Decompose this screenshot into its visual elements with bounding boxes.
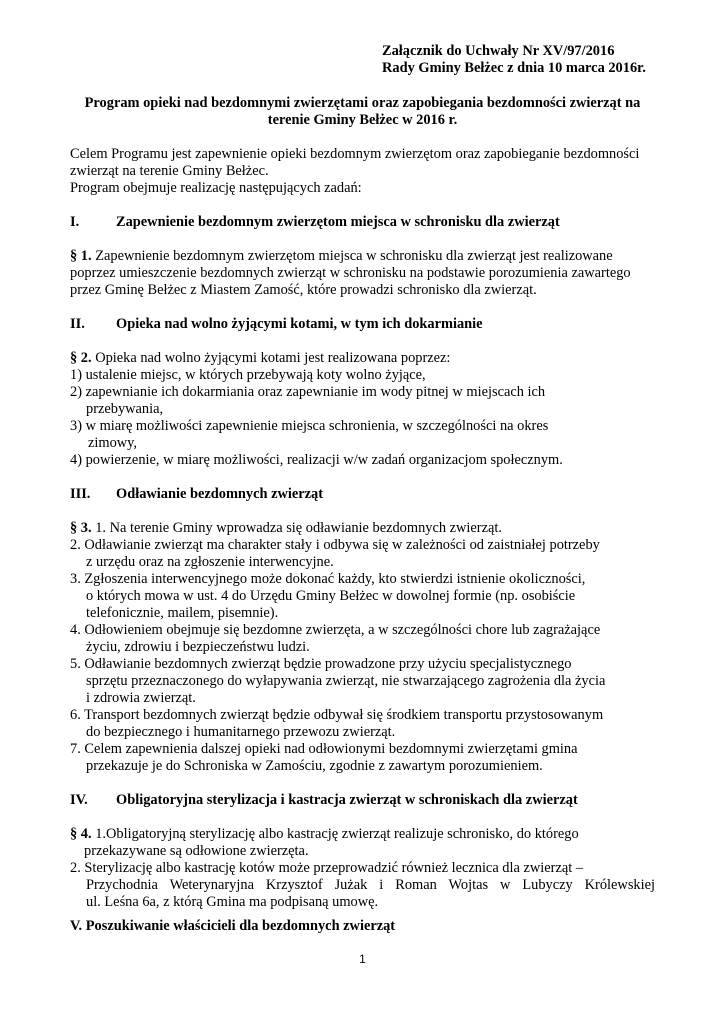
page-number: 1 bbox=[359, 952, 366, 966]
paragraph-2-item-1: 1) ustalenie miejsc, w których przebywają koty wolno żyjące, bbox=[70, 367, 426, 383]
section-2-title: Opieka nad wolno żyjącymi kotami, w tym ich dokarmianie bbox=[116, 316, 483, 332]
paragraph-3-item-7: 7. Celem zapewnienia dalszej opieki nad odłowionymi bezdomnymi zwierzętami gmina bbox=[70, 741, 578, 757]
paragraph-4-item-1: § 4. 1.Obligatoryjną sterylizację albo kastrację zwierząt realizuje schronisko, do którego bbox=[70, 826, 579, 842]
paragraph-2-item-4: 4) powierzenie, w miarę możliwości, realizacji w/w zadań organizacjom społecznym. bbox=[70, 452, 563, 468]
paragraph-2-line-1: § 2. Opieka nad wolno żyjącymi kotami jest realizowana poprzez: bbox=[70, 350, 451, 366]
intro-line-1: Celem Programu jest zapewnienie opieki bezdomnym zwierzętom oraz zapobieganie bezdomności bbox=[70, 146, 640, 162]
paragraph-3-item-3-cont-2: telefonicznie, mailem, pisemnie). bbox=[86, 605, 279, 621]
section-3-heading bbox=[70, 486, 323, 503]
paragraph-3-mark: § 3. bbox=[70, 520, 92, 536]
section-1-title: Zapewnienie bezdomnym zwierzętom miejsca w schronisku dla zwierząt bbox=[116, 214, 560, 230]
paragraph-4-item-2-cont-1: Przychodnia Weterynaryjna Krzysztof Jużak i Roman Wojtas w Lubyczy Królewskiej bbox=[86, 877, 655, 893]
paragraph-3-item-6: 6. Transport bezdomnych zwierząt będzie odbywał się środkiem transportu przystosowanym bbox=[70, 707, 604, 723]
section-3-number: III. bbox=[70, 486, 91, 502]
paragraph-3-item-5-cont-1: sprzętu przeznaczonego do wyłapywania zwierząt, nie stwarzającego zagrożenia dla życia bbox=[86, 673, 606, 689]
paragraph-3-item-6-cont: do bezpiecznego i humanitarnego przewozu zwierząt. bbox=[86, 724, 396, 740]
paragraph-2-item-3-cont: zimowy, bbox=[88, 435, 138, 451]
paragraph-3-item-5-cont-2: i zdrowia zwierząt. bbox=[86, 690, 196, 706]
document-title-line-2: terenie Gminy Bełżec w 2016 r. bbox=[267, 112, 458, 128]
paragraph-4-item-2-cont-2: ul. Leśna 6a, z którą Gmina ma podpisaną umowę. bbox=[86, 894, 379, 910]
paragraph-3-item-3-cont-1: o których mowa w ust. 4 do Urzędu Gminy Bełżec w dowolnej formie (np. osobiście bbox=[86, 588, 576, 604]
paragraph-2-mark: § 2. bbox=[70, 350, 92, 366]
paragraph-3-item-1: § 3. 1. Na terenie Gminy wprowadza się odławianie bezdomnych zwierząt. bbox=[70, 520, 502, 536]
section-1-heading bbox=[70, 214, 560, 231]
paragraph-3-item-4-cont: życiu, zdrowiu i bezpieczeństwu ludzi. bbox=[86, 639, 310, 655]
paragraph-1-line-2: poprzez umieszczenie bezdomnych zwierząt w schronisku na podstawie porozumienia zawartego bbox=[70, 265, 631, 281]
paragraph-2-item-3: 3) w miarę możliwości zapewnienie miejsca schronienia, w szczególności na okres bbox=[70, 418, 549, 434]
section-1-number: I. bbox=[70, 214, 80, 230]
paragraph-1-line-3: przez Gminę Bełżec z Miastem Zamość, które prowadzi schronisko dla zwierząt. bbox=[70, 282, 537, 298]
paragraph-2-item-2: 2) zapewnianie ich dokarmiania oraz zapewnianie im wody pitnej w miejscach ich bbox=[70, 384, 546, 400]
paragraph-4-item-2: 2. Sterylizację albo kastrację kotów może przeprowadzić również lecznica dla zwierząt – bbox=[70, 860, 584, 876]
section-2-number: II. bbox=[70, 316, 85, 332]
annex-header-line-1: Załącznik do Uchwały Nr XV/97/2016 bbox=[382, 43, 615, 59]
paragraph-4-item-1-cont: przekazywane są odłowione zwierzęta. bbox=[84, 843, 309, 859]
paragraph-3-item-2-cont: z urzędu oraz na zgłoszenie interwencyjne. bbox=[86, 554, 334, 570]
section-2-heading bbox=[70, 316, 483, 333]
paragraph-3-item-2: 2. Odławianie zwierząt ma charakter stały i odbywa się w zależności od zaistniałej potrzeby bbox=[70, 537, 600, 553]
intro-line-2: zwierząt na terenie Gminy Bełżec. bbox=[70, 163, 269, 179]
intro-line-3: Program obejmuje realizację następujących zadań: bbox=[70, 180, 362, 196]
paragraph-3-item-3: 3. Zgłoszenia interwencyjnego może dokonać każdy, kto stwierdzi istnienie okoliczności, bbox=[70, 571, 586, 587]
paragraph-3-item-4: 4. Odłowieniem obejmuje się bezdomne zwierzęta, a w szczególności chore lub zagrażające bbox=[70, 622, 601, 638]
paragraph-3-item-5: 5. Odławianie bezdomnych zwierząt będzie prowadzone przy użyciu specjalistycznego bbox=[70, 656, 572, 672]
paragraph-1-line-1: § 1. Zapewnienie bezdomnym zwierzętom miejsca w schronisku dla zwierząt jest realizowane bbox=[70, 248, 613, 264]
document-title-line-1: Program opieki nad bezdomnymi zwierzętami oraz zapobiegania bezdomności zwierząt na bbox=[84, 95, 641, 111]
section-4-title: Obligatoryjna sterylizacja i kastracja zwierząt w schroniskach dla zwierząt bbox=[116, 792, 578, 808]
section-4-number: IV. bbox=[70, 792, 88, 808]
paragraph-1-mark: § 1. bbox=[70, 248, 92, 264]
annex-header-line-2: Rady Gminy Bełżec z dnia 10 marca 2016r. bbox=[382, 60, 646, 76]
paragraph-4-mark: § 4. bbox=[70, 826, 92, 842]
paragraph-2-item-2-cont: przebywania, bbox=[86, 401, 164, 417]
section-3-title: Odławianie bezdomnych zwierząt bbox=[116, 486, 324, 502]
section-5-heading: V. Poszukiwanie właścicieli dla bezdomnych zwierząt bbox=[70, 918, 396, 934]
paragraph-3-item-7-cont: przekazuje je do Schroniska w Zamościu, zgodnie z zawartym porozumieniem. bbox=[86, 758, 543, 774]
section-4-heading bbox=[70, 792, 578, 809]
